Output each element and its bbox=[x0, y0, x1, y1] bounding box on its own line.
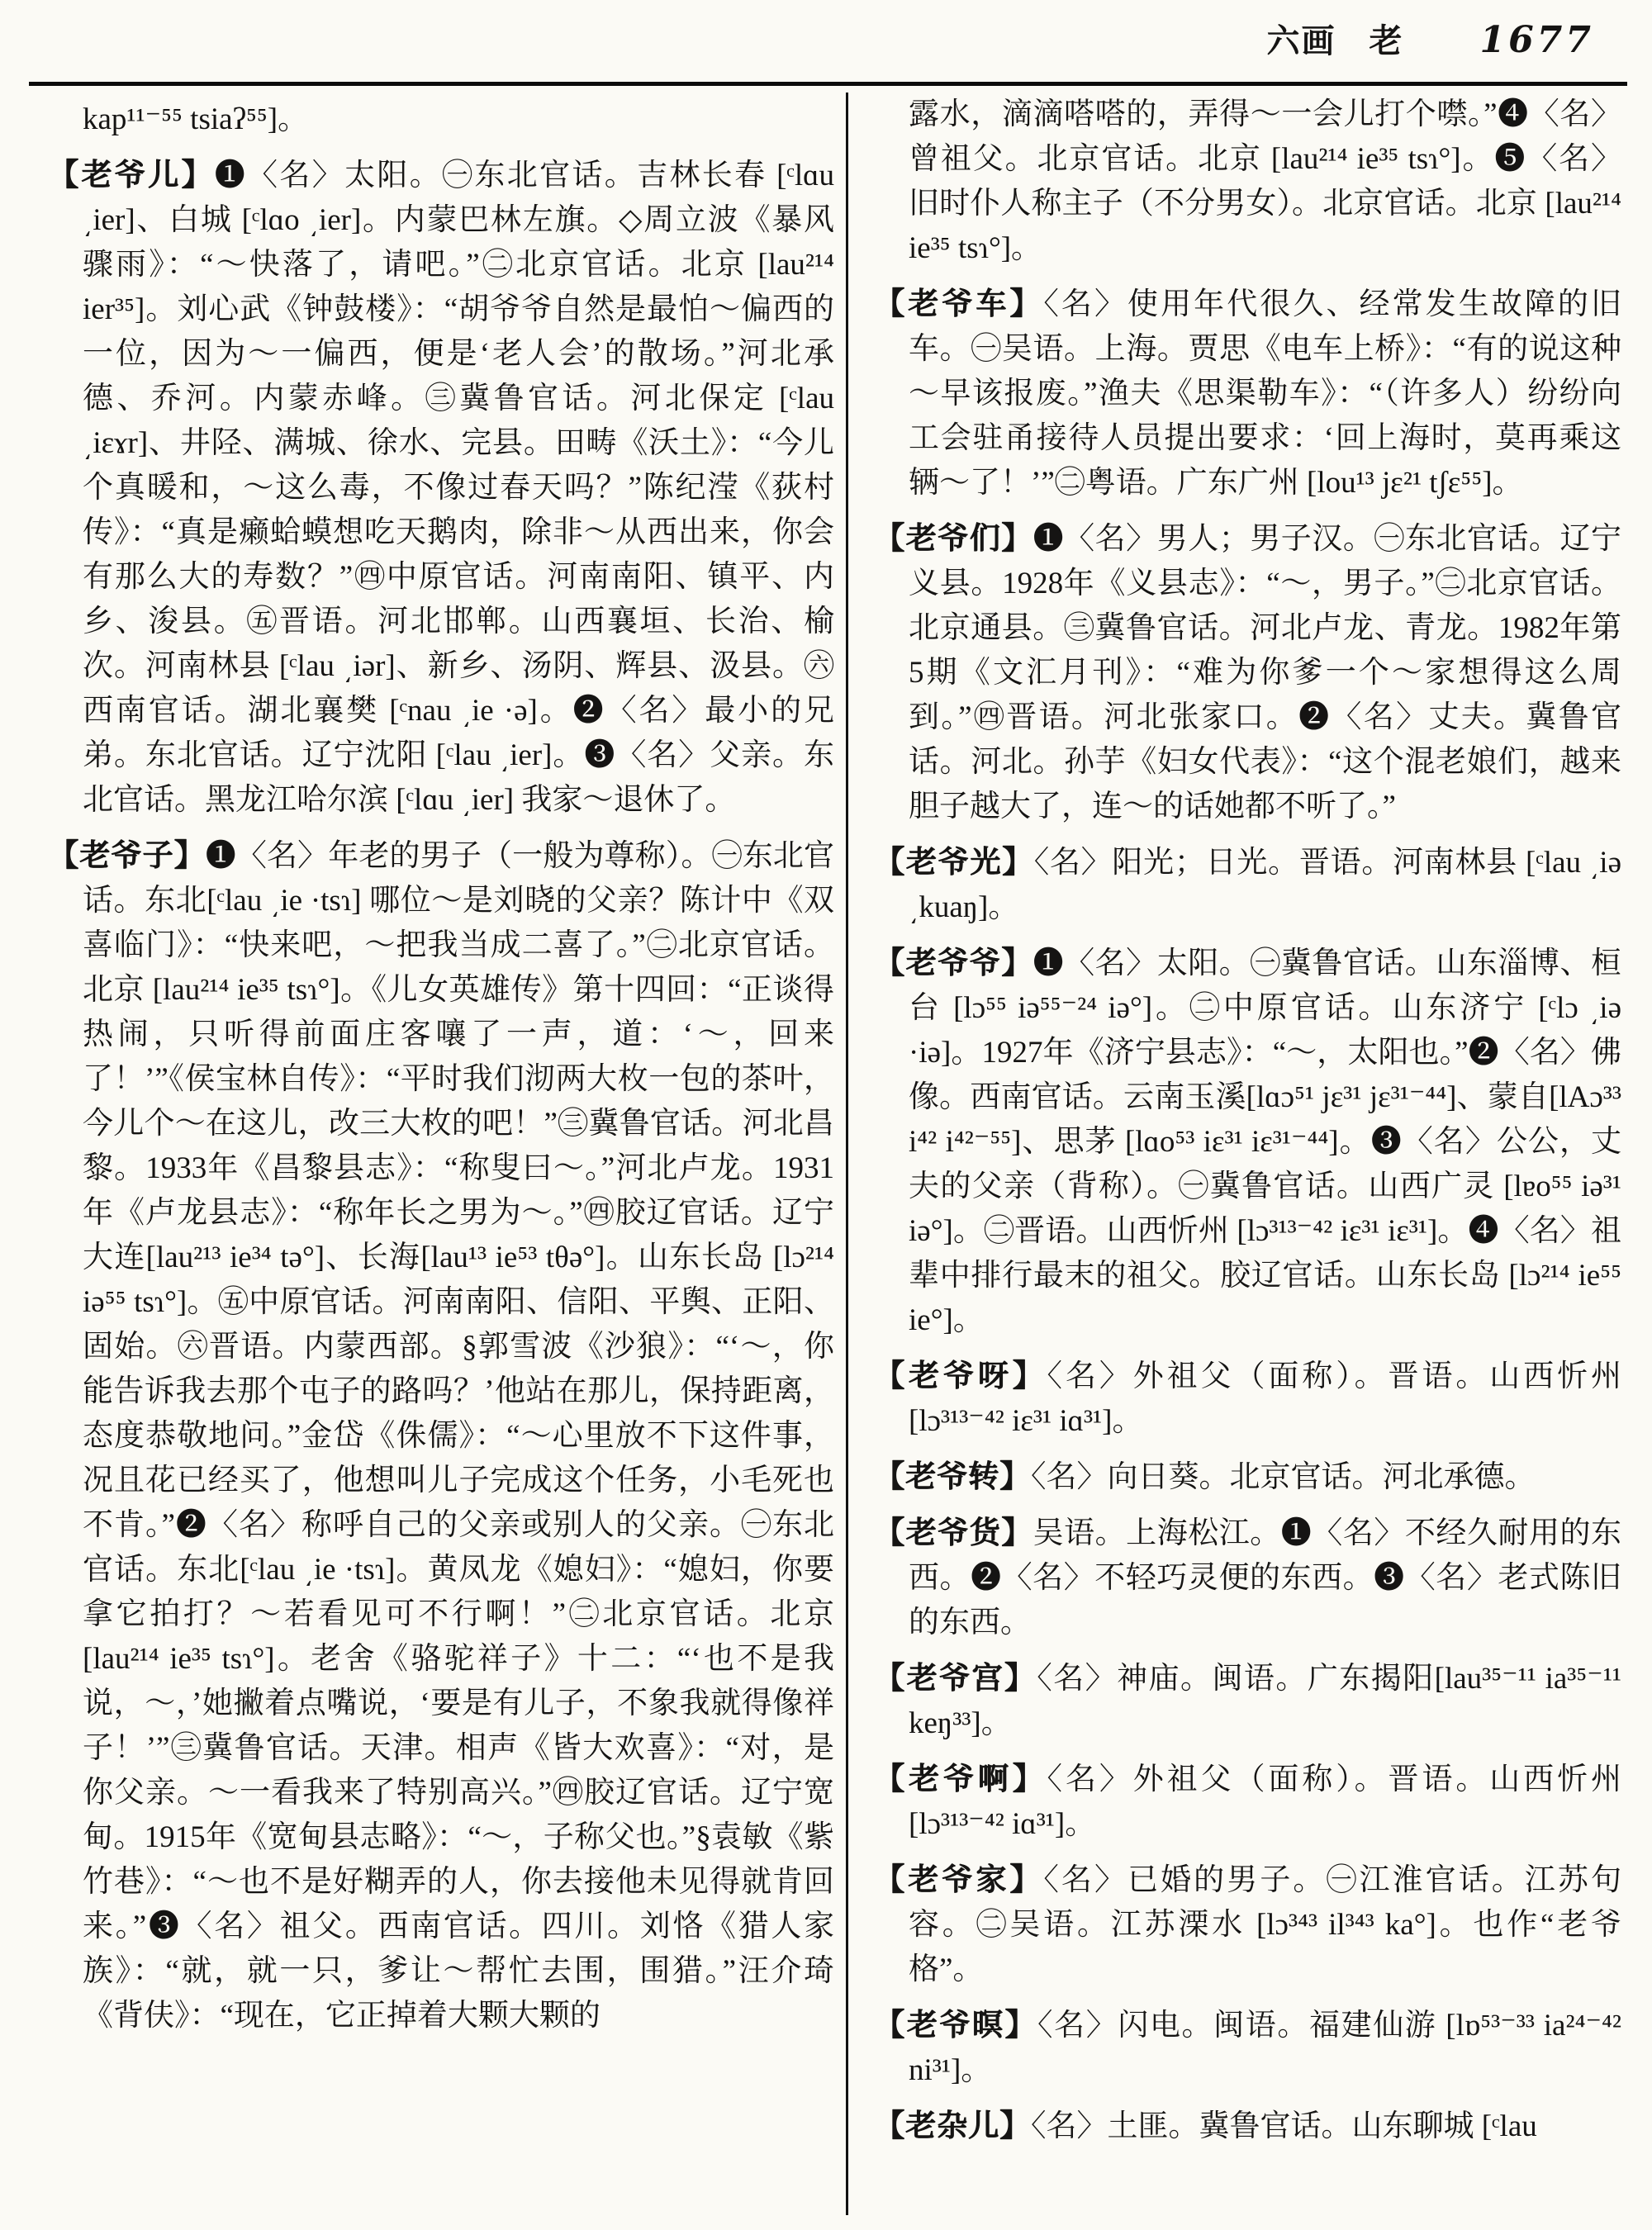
entry-body: 〈名〉外祖父（面称）。晋语。山西忻州[lɔ³¹³⁻⁴² iɑ³¹]。 bbox=[909, 1763, 1622, 1841]
entry-body: 〈名〉土匪。冀鲁官话。山东聊城 [ᶜlau bbox=[1031, 2109, 1537, 2143]
dictionary-entry-laoyea bbox=[874, 1758, 1621, 1847]
entry-body: 〈名〉神庙。闽语。广东揭阳[lau³⁵⁻¹¹ ia³⁵⁻¹¹ keŋ³³]。 bbox=[909, 1662, 1621, 1740]
entry-headword: 【老爷货】 bbox=[874, 1516, 1033, 1550]
page-header bbox=[0, 15, 1594, 62]
entry-body: 吴语。上海松江。❶〈名〉不经久耐用的东西。❷〈名〉不轻巧灵便的东西。❸〈名〉老式陈旧的东西。 bbox=[909, 1516, 1621, 1639]
entry-headword: 【老爷转】 bbox=[874, 1460, 1031, 1494]
dictionary-entry-laoyezi bbox=[48, 834, 834, 2038]
header-stroke-section: 六画 bbox=[1266, 22, 1336, 59]
header-rule bbox=[29, 82, 1627, 86]
dictionary-entry-laoyeche bbox=[874, 282, 1621, 505]
carryover-text: kap¹¹⁻⁵⁵ tsiaʔ⁵⁵]。 bbox=[83, 102, 309, 136]
entry-body: 〈名〉闪电。闽语。福建仙游 [lɒ⁵³⁻³³ ia²⁴⁻⁴² ni³¹]。 bbox=[909, 2009, 1621, 2087]
dictionary-entry-laoyemen bbox=[874, 517, 1621, 829]
entry-body: ❶〈名〉太阳。㊀东北官话。吉林长春 [ᶜlɑu ͵ier]、白城 [ᶜlɑo ͵ier]。内蒙巴林左旗。◇周立波《暴风骤雨》：“～快落了，请吧。”㊁北京官话。北京 [lau²¹⁴ ier³⁵]。刘心武《钟鼓楼》：“胡爷爷自然是最怕～偏西的一位，因为～一偏西，便是‘老人会’的散场。”河北承德、乔河。内蒙赤峰。㊂冀鲁官话。河北保定 [ᶜlau ͵iɛɤr]、井陉、满城、徐水、完县。田畴《沃土》：“今儿个真暖和，～这么毒，不像过春天吗？”陈纪滢《荻村传》：“真是癞蛤蟆想吃天鹅肉，除非～从西出来，你会有那么大的寿数？”㊃中原官话。河南南阳、镇平、内乡、浚县。㊄晋语。河北邯郸。山西襄垣、长治、榆次。河南林县 [ᶜlau ͵iər]、新乡、汤阴、辉县、汲县。㊅西南官话。湖北襄樊 [ᶜnau ͵ie ·ə]。❷〈名〉最小的兄弟。东北官话。辽宁沈阳 [ᶜlau ͵ier]。❸〈名〉父亲。东北官话。黑龙江哈尔滨 [ᶜlɑu ͵ier] 我家～退休了。 bbox=[83, 159, 834, 817]
dictionary-entry-laoyegong bbox=[874, 1657, 1621, 1746]
dictionary-entry-laoyehuo bbox=[874, 1511, 1621, 1645]
entry-headword: 【老爷儿】 bbox=[48, 159, 215, 192]
entry-body: 〈名〉已婚的男子。㊀江淮官话。江苏句容。㊁吴语。江苏溧水 [lɔ³⁴³ il³⁴³ ka°]。也作“老爷格”。 bbox=[909, 1863, 1622, 1986]
carryover-text: 露水，滴滴嗒嗒的，弄得～一会儿打个噤。”❹〈名〉曾祖父。北京官话。北京 [lau²¹⁴ ie³⁵ tsɿ°]。❺〈名〉旧时仆人称主子（不分男女）。北京官话。北京 [lau²¹⁴ ie³⁵ tsɿ°]。 bbox=[909, 97, 1621, 265]
entry-body: 〈名〉阳光；日光。晋语。河南林县 [ᶜlau ͵iə ͵kuaŋ]。 bbox=[909, 846, 1622, 924]
entry-headword: 【老杂儿】 bbox=[874, 2109, 1031, 2143]
entry-headword: 【老爷们】 bbox=[874, 522, 1033, 556]
entry-body: 〈名〉使用年代很久、经常发生故障的旧车。㊀吴语。上海。贾思《电车上桥》：“有的说这种～早该报废。”渔夫《思渠勒车》：“（许多人）纷纷向工会驻甬接待人员提出要求：‘回上海时，莫再乘这辆～了！’”㊁粤语。广东广州 [lou¹³ jɛ²¹ tʃɛ⁵⁵]。 bbox=[909, 287, 1622, 500]
dictionary-entry-laoyer bbox=[48, 154, 834, 823]
header-radical: 老 bbox=[1369, 22, 1404, 59]
dictionary-entry-laoyezhuan bbox=[874, 1455, 1621, 1500]
dictionary-entry-laozar bbox=[874, 2104, 1621, 2149]
dictionary-entry-laoyejia bbox=[874, 1858, 1621, 1992]
entry-headword: 【老爷宫】 bbox=[874, 1662, 1037, 1696]
column-divider-rule bbox=[846, 93, 848, 2215]
dictionary-entry-laoyeming bbox=[874, 2004, 1621, 2093]
entry-body: ❶〈名〉男人；男子汉。㊀东北官话。辽宁义县。1928年《义县志》：“～，男子。”㊁北京官话。北京通县。㊂冀鲁官话。河北卢龙、青龙。1982年第5期《文汇月刊》：“难为你爹一个～家想得这么周到。”㊃晋语。河北张家口。❷〈名〉丈夫。冀鲁官话。河北。孙芋《妇女代表》：“这个混老娘们，越来胆子越大了，连～的话她都不听了。” bbox=[909, 522, 1621, 823]
header-page-number: 1677 bbox=[1479, 19, 1594, 61]
entry-body: ❶〈名〉年老的男子（一般为尊称）。㊀东北官话。东北[ᶜlau ͵ie ·tsɿ] 哪位～是刘晓的父亲？陈计中《双喜临门》：“快来吧，～把我当成二喜了。”㊁北京官话。北京 [lau²¹⁴ ie³⁵ tsɿ°]。《儿女英雄传》第十四回：“正谈得热闹，只听得前面庄客嚷了一声，道：‘～，回来了！’”《侯宝林自传》：“平时我们沏两大枚一包的茶叶，今儿个～在这儿，改三大枚的吧！”㊂冀鲁官话。河北昌黎。1933年《昌黎县志》：“称叟曰～。”河北卢龙。1931年《卢龙县志》：“称年长之男为～。”㊃胶辽官话。辽宁大连[lau²¹³ ie³⁴ tə°]、长海[lau¹³ ie⁵³ tθə°]。山东长岛 [lɔ²¹⁴ iə⁵⁵ tsɿ°]。㊄中原官话。河南南阳、信阳、平舆、正阳、固始。㊅晋语。内蒙西部。§郭雪波《沙狼》：“‘～，你能告诉我去那个屯子的路吗？’他站在那儿，保持距离，态度恭敬地问。”金岱《侏儒》：“～心里放不下这件事，况且花已经买了，他想叫儿子完成这个任务，小毛死也不肯。”❷〈名〉称呼自己的父亲或别人的父亲。㊀东北官话。东北[ᶜlau ͵ie ·tsɿ]。黄凤龙《媳妇》：“媳妇，你要拿它拍打？～若看见可不行啊！”㊁北京官话。北京 [lau²¹⁴ ie³⁵ tsɿ°]。老舍《骆驼祥子》十二：“‘也不是我说，～，’她撇着点嘴说，‘要是有儿子，不象我就得像祥子！’”㊂冀鲁官话。天津。相声《皆大欢喜》：“对，是你父亲。～一看我来了特别高兴。”㊃胶辽官话。辽宁宽甸。1915年《宽甸县志略》：“～，子称父也。”§袁敏《紫竹巷》：“～也不是好糊弄的人，你去接他未见得就肯回来。”❸〈名〉祖父。西南官话。四川。刘恪《猎人家族》：“就，就一只，爹让～帮忙去围，围猎。”汪介琦《背伕》：“现在，它正掉着大颗大颗的 bbox=[83, 839, 835, 2033]
left-column bbox=[48, 97, 834, 2050]
entry-body: ❶〈名〉太阳。㊀冀鲁官话。山东淄博、桓台 [lɔ⁵⁵ iə⁵⁵⁻²⁴ iə°]。㊁中原官话。山东济宁 [ᶜlɔ ͵iə ·iə]。1927年《济宁县志》：“～，太阳也。”❷〈名〉佛像。西南官话。云南玉溪[lɑɔ⁵¹ jɛ³¹ jɛ³¹⁻⁴⁴]、蒙自[lAɔ³³ i⁴² i⁴²⁻⁵⁵]、思茅 [lɑo⁵³ iɛ³¹ iɛ³¹⁻⁴⁴]。❸〈名〉公公，丈夫的父亲（背称）。㊀冀鲁官话。山西广灵 [lɐo⁵⁵ iə³¹ iə°]。㊁晋语。山西忻州 [lɔ³¹³⁻⁴² iɛ³¹ iɛ³¹]。❹〈名〉祖辈中排行最末的祖父。胶辽官话。山东长岛 [lɔ²¹⁴ ie⁵⁵ ie°]。 bbox=[909, 947, 1621, 1337]
entry-headword: 【老爷子】 bbox=[48, 839, 206, 873]
entry-headword: 【老爷暝】 bbox=[874, 2009, 1038, 2043]
entry-headword: 【老爷家】 bbox=[874, 1863, 1044, 1897]
dictionary-entry-laoyeguang bbox=[874, 841, 1621, 930]
right-column bbox=[874, 93, 1621, 2161]
entry-headword: 【老爷爷】 bbox=[874, 947, 1033, 980]
entry-headword: 【老爷车】 bbox=[874, 287, 1044, 321]
entry-headword: 【老爷啊】 bbox=[874, 1763, 1047, 1796]
entry-headword: 【老爷呀】 bbox=[874, 1359, 1047, 1393]
dictionary-entry-laoyeya bbox=[874, 1355, 1621, 1444]
entry-headword: 【老爷光】 bbox=[874, 846, 1034, 880]
dictionary-entry-laoyeye bbox=[874, 942, 1621, 1343]
entry-body: 〈名〉外祖父（面称）。晋语。山西忻州 [lɔ³¹³⁻⁴² iɛ³¹ iɑ³¹]。 bbox=[909, 1359, 1622, 1438]
entry-body: 〈名〉向日葵。北京官话。河北承德。 bbox=[1031, 1460, 1536, 1494]
